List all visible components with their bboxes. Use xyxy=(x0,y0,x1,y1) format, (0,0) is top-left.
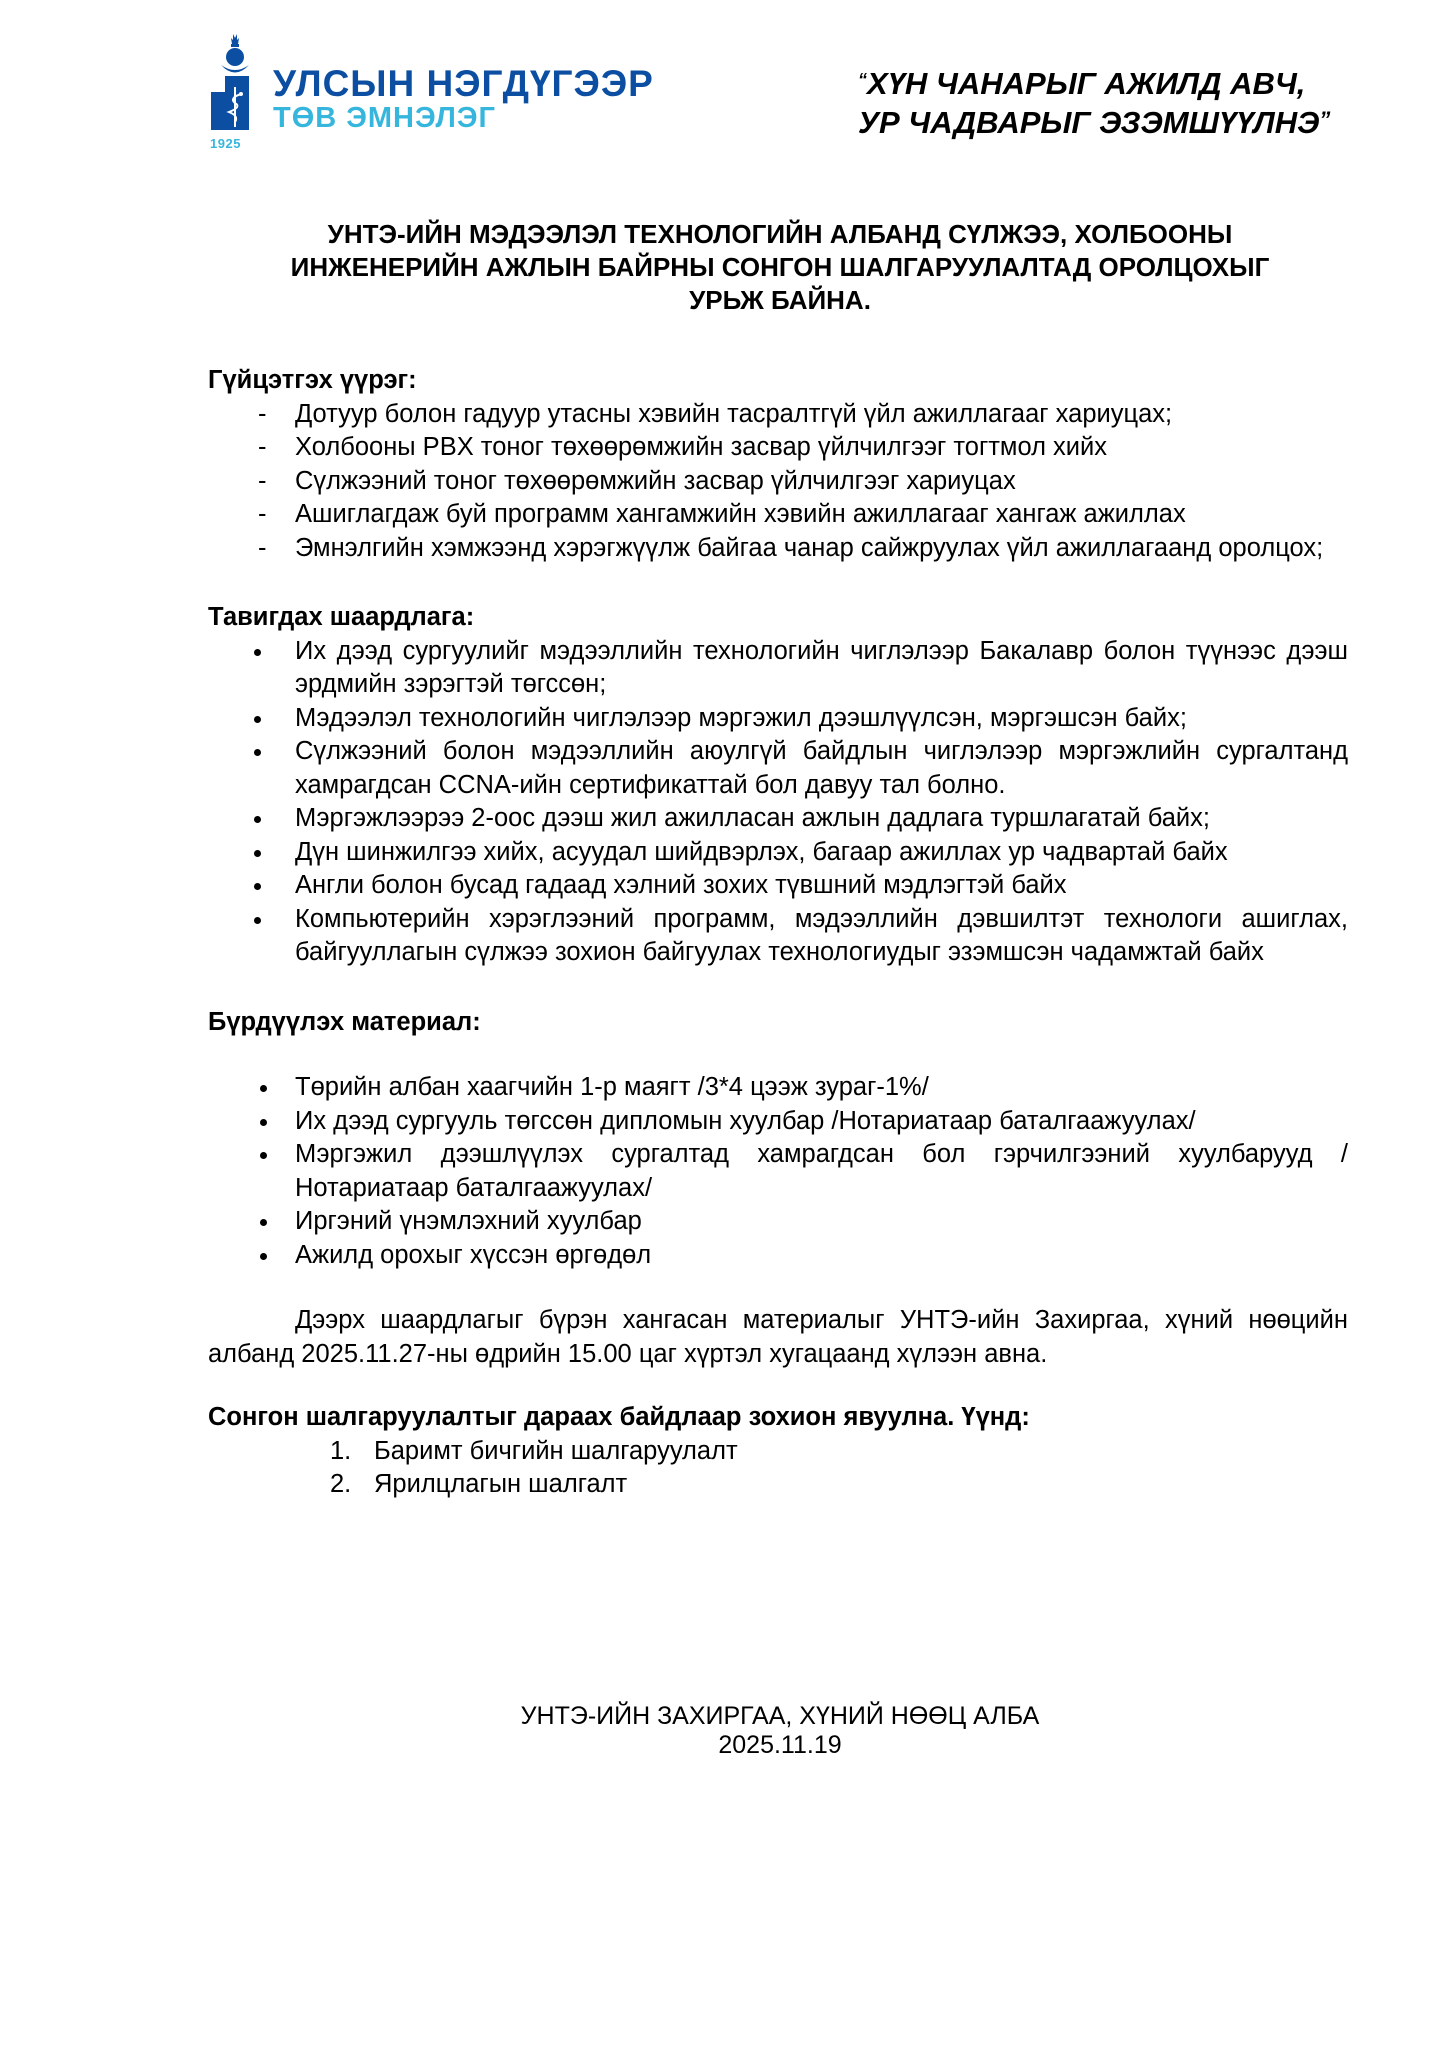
selection-heading: Сонгон шалгаруулалтыг дараах байдлаар зохион явуулна. Үүнд: xyxy=(208,1403,1030,1431)
list-item: 1. Баримт бичгийн шалгаруулалт xyxy=(208,1435,1348,1469)
list-item: - Ашиглагдаж буй программ хангамжийн хэвийн ажиллагааг хангаж ажиллах xyxy=(208,498,1348,532)
bullet-icon xyxy=(260,1253,267,1260)
list-item: - Дотуур болон гадуур утасны хэвийн тасралтгүй үйл ажиллагааг хариуцах; xyxy=(208,398,1348,432)
list-item: Компьютерийн хэрэглээний программ, мэдээллийн дэвшилтэт технологи ашиглах, байгууллагын сүлжээ зохион байгуулах технологиудыг эзэмшсэн чадамжтай байх xyxy=(208,903,1348,970)
emblem-icon xyxy=(205,32,265,152)
signature-block xyxy=(200,1702,1360,1760)
list-item: 2. Ярилцлагын шалгалт xyxy=(208,1468,1348,1502)
dash-marker: - xyxy=(258,433,267,461)
list-item: Төрийн албан хаагчийн 1-р маягт /3*4 цээж зураг-1%/ xyxy=(208,1071,1348,1105)
hospital-logo xyxy=(205,32,675,152)
list-item: Мэргэжлээрээ 2-оос дээш жил ажилласан ажлын дадлага туршлагатай байх; xyxy=(208,802,1348,836)
materials-heading: Бүрдүүлэх материал: xyxy=(208,1007,481,1036)
dash-marker: - xyxy=(258,399,267,428)
bullet-icon xyxy=(254,917,261,924)
document-body xyxy=(208,364,1348,1502)
logo-title-line2: ТӨВ ЭМНЭЛЭГ xyxy=(273,102,496,134)
requirements-heading: Тавигдах шаардлага: xyxy=(208,603,475,631)
open-quote: “ xyxy=(858,70,867,90)
bullet-icon xyxy=(254,716,261,723)
slogan-line2: УР ЧАДВАРЫГ ЭЗЭМШҮҮЛНЭ xyxy=(858,105,1320,140)
slogan xyxy=(858,62,1330,141)
bullet-icon xyxy=(260,1085,267,1092)
signature-org: УНТЭ-ИЙН ЗАХИРГАА, ХҮНИЙ НӨӨЦ АЛБА xyxy=(520,1702,1040,1730)
bullet-icon xyxy=(254,816,261,823)
step-number: 2. xyxy=(330,1470,352,1498)
requirements-list xyxy=(208,635,1348,970)
logo-year: 1925 xyxy=(210,136,241,151)
title-line1: УНТЭ-ИЙН МЭДЭЭЛЭЛ ТЕХНОЛОГИЙН АЛБАНД СҮЛЖЭЭ, ХОЛБООНЫ xyxy=(327,219,1233,249)
dash-marker: - xyxy=(258,466,267,495)
list-item: Мэргэжил дээшлүүлэх сургалтад хамрагдсан бол гэрчилгээний хуулбарууд /Нотариатаар баталгаажуулах/ xyxy=(208,1138,1348,1205)
bullet-icon xyxy=(254,649,261,656)
close-quote: ” xyxy=(1319,107,1331,132)
bullet-icon xyxy=(254,749,261,756)
deadline-paragraph: Дээрх шаардлагыг бүрэн хангасан материалыг УНТЭ-ийн Захиргаа, хүний нөөцийн албанд 2025.11.27-ны өдрийн 15.00 цаг хүртэл хугацаанд хүлээн авна. xyxy=(208,1306,1348,1368)
list-item: - Холбооны PBX тоног төхөөрөмжийн засвар үйлчилгээг тогтмол хийх xyxy=(208,431,1348,465)
slogan-line1: ХҮН ЧАНАРЫГ АЖИЛД АВЧ, xyxy=(867,66,1306,101)
title-line3: УРЬЖ БАЙНА. xyxy=(689,285,871,315)
dash-marker: - xyxy=(258,533,267,562)
list-item: Иргэний үнэмлэхний хуулбар xyxy=(208,1205,1348,1239)
selection-steps-list xyxy=(208,1435,1348,1502)
bullet-icon xyxy=(260,1219,267,1226)
materials-list xyxy=(208,1071,1348,1272)
list-item: Дүн шинжилгээ хийх, асуудал шийдвэрлэх, багаар ажиллах ур чадвартай байх xyxy=(208,836,1348,870)
page-title xyxy=(200,218,1360,317)
signature-date: 2025.11.19 xyxy=(718,1731,842,1759)
bullet-icon xyxy=(254,883,261,890)
bullet-icon xyxy=(260,1119,267,1126)
dash-marker: - xyxy=(258,500,267,528)
list-item: - Сүлжээний тоног төхөөрөмжийн засвар үйлчилгээг хариуцах xyxy=(208,465,1348,499)
list-item: Мэдээлэл технологийн чиглэлээр мэргэжил дээшлүүлсэн, мэргэшсэн байх; xyxy=(208,702,1348,736)
list-item: Сүлжээний болон мэдээллийн аюулгүй байдлын чиглэлээр мэргэжлийн сургалтанд хамрагдсан CCNA-ийн сертификаттай бол давуу тал болно. xyxy=(208,735,1348,802)
duties-list xyxy=(208,398,1348,566)
step-number: 1. xyxy=(330,1436,352,1465)
list-item: - Эмнэлгийн хэмжээнд хэрэгжүүлж байгаа чанар сайжруулах үйл ажиллагаанд оролцох; xyxy=(208,532,1348,566)
bullet-icon xyxy=(254,850,261,857)
logo-title-line1: УЛСЫН НЭГДҮГЭЭР xyxy=(273,63,654,104)
list-item: Ажилд орохыг хүссэн өргөдөл xyxy=(208,1239,1348,1273)
title-line2: ИНЖЕНЕРИЙН АЖЛЫН БАЙРНЫ СОНГОН ШАЛГАРУУЛАЛТАД ОРОЛЦОХЫГ xyxy=(290,252,1270,282)
duties-heading: Гүйцэтгэх үүрэг: xyxy=(208,366,417,394)
list-item: Англи болон бусад гадаад хэлний зохих түвшний мэдлэгтэй байх xyxy=(208,869,1348,903)
bullet-icon xyxy=(260,1152,267,1159)
list-item: Их дээд сургууль төгссөн дипломын хуулбар /Нотариатаар баталгаажуулах/ xyxy=(208,1105,1348,1139)
list-item: Их дээд сургуулийг мэдээллийн технологийн чиглэлээр Бакалавр болон түүнээс дээш эрдмийн зэрэгтэй төгссөн; xyxy=(208,635,1348,702)
